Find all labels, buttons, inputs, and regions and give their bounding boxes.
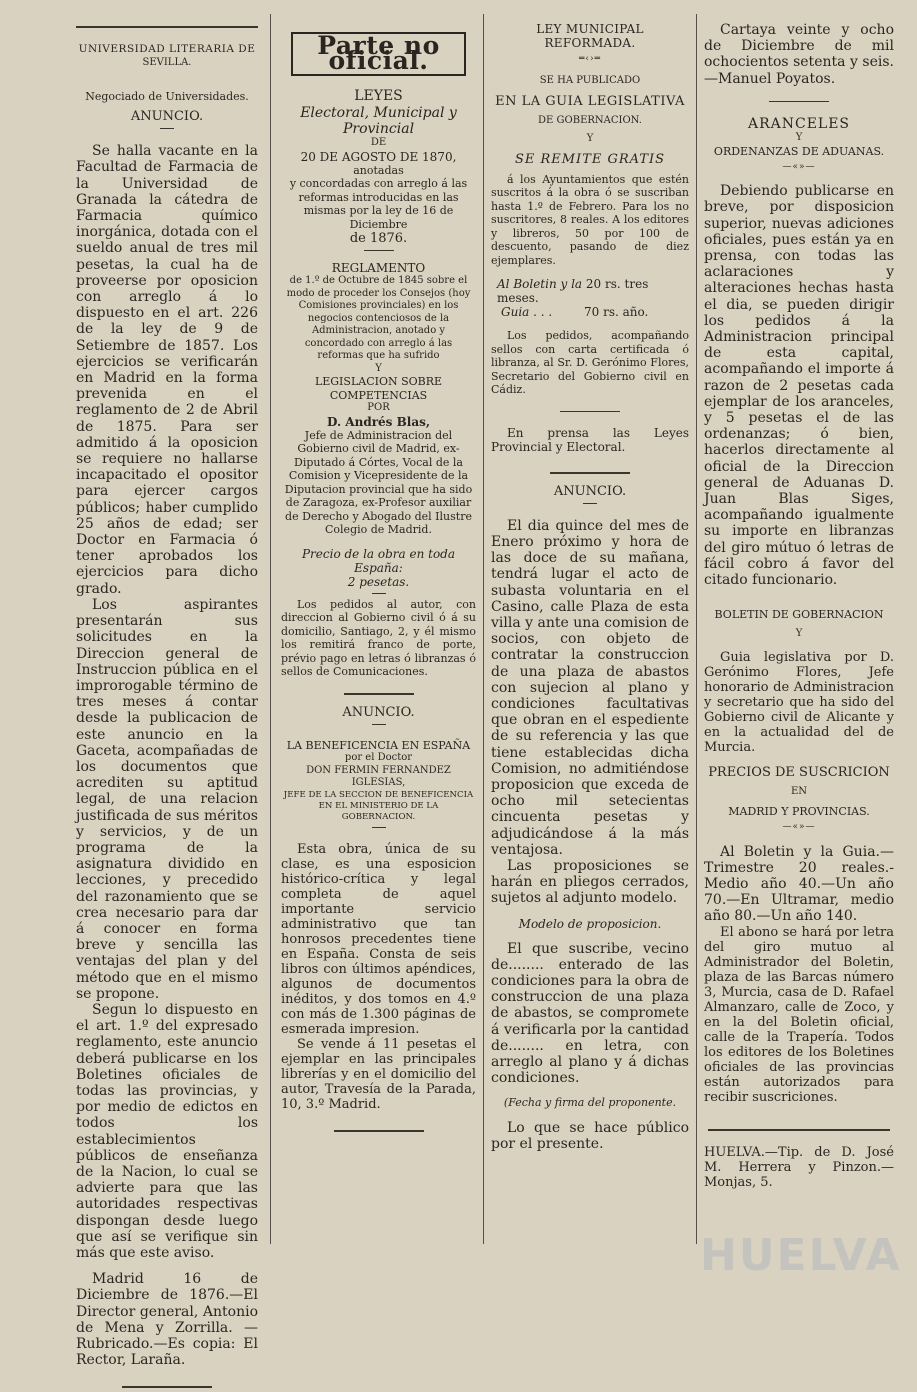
subscription-paragraph: á los Ayuntamientos que estén suscritos á la obra ó se suscriban hasta 1.º de Febrero. Para los no suscritores, 8 reales. A los editores y libreros, 50 por 100 de descuento, pasando de diez ejemplares. [491, 172, 689, 267]
divider [122, 1386, 212, 1388]
column-4 [704, 22, 894, 1190]
price-value: 2 pesetas. [347, 574, 410, 589]
doctor-title: JEFE DE LA SECCION DE BENEFICENCIA EN EL MINISTERIO DE LA GOBERNACION. [283, 789, 474, 822]
column-rule [483, 14, 484, 1244]
ordinances-heading: ORDENANZAS DE ADUANAS. [713, 144, 885, 158]
closing-paragraph: Lo que se hace público por el presente. [491, 1119, 689, 1153]
announcement-paragraph: Se halla vacante en la Facultad de Farmacia de la Universidad de Granada la cátedra de Farmacia químico inorgánica, dotada con el sueldo anual de tres mil pesetas, la cual ha de proveerse por oposicion con arreglo á lo dispuesto en el art. 226 de la ley de 9 de Setiembre de 1857. Los ejercicios se verificarán en Madrid en la forma prevenida en el reglamento de 2 de Abril de 1875. Para ser admitido á la oposicion se requiere no hallarse incapacitado el opositor para ejercer cargos públicos; haber cumplido 25 años de edad; ser Doctor en Farmacia ó tener aprobados los ejercicios para dicho grado. [76, 143, 258, 597]
book-heading: LEYES [354, 88, 403, 105]
and-label: Y [795, 132, 803, 144]
divider [583, 503, 597, 504]
section-title: Parte no oficial. [291, 32, 466, 76]
book-date: 20 DE AGOSTO DE 1870, [300, 149, 457, 164]
prices-paragraph: Al Boletin y la Guia.—Trimestre 20 reales.-Medio año 40.—Un año 70.—En Ultramar, medio año 80.—Un año 140. [704, 843, 894, 925]
regulation-text: de 1.º de Octubre de 1845 sobre el modo de proceder los Consejos (hoy Comisiones provinciales) en los negocios contenciosos de la Administracion, anotado y concordado con arreglo á las reformas que ha sufrido [286, 275, 471, 362]
watermark-logo: HUELVA [700, 1230, 902, 1281]
auction-paragraph: El dia quince del mes de Enero próximo y hora de las doce de su mañana, tendrá lugar el acto de subasta voluntaria en el Casino, calle Plaza de esta villa y ante una comision de socios, con objeto de contratar la construccion de una plaza de abastos con sujecion al plano y condiciones facultativas que obran en el espediente de su referencia y las que tiene establecidas dicha Comision, no admitiéndose proposicion que exceda de ocho mil setecientas cincuenta pesetas y adjudicándose á la más ventajosa. [491, 517, 689, 858]
and-label: Y [586, 133, 594, 145]
announcement-signature: Madrid 16 de Diciembre de 1876.—El Director general, Antonio de Mena y Zorrilla. —Rubricado.—Es copia: El Rector, Laraña. [76, 1271, 258, 1369]
guide-heading: EN LA GUIA LEGISLATIVA [495, 93, 685, 109]
divider [550, 472, 630, 474]
orders-paragraph: Los pedidos, acompañando sellos con carta certificada ó libranza, al Sr. D. Gerónimo Flores, Secretario del Gobierno civil en Cádiz. [491, 329, 689, 397]
signature-label: (Fecha y firma del proponente. [503, 1096, 677, 1110]
competencies-heading: LEGISLACION SOBRE COMPETENCIAS [314, 375, 443, 402]
announcement-paragraph: Segun lo dispuesto en el art. 1.º del expresado reglamento, este anuncio deberá publicarse en los Boletines oficiales de todas las provincias, y por medio de edictos en todos los establecimientos públicos de enseñanza de la Nacion, lo cual se advierte para que las autoridades respectivas dispongan desde luego que así se verifique sin más que este aviso. [76, 1001, 258, 1262]
book-annotated: anotadas [353, 163, 404, 177]
price-row-label: Al Boletin y la [497, 277, 583, 292]
model-heading: Modelo de proposicion. [518, 916, 662, 931]
divider [160, 128, 174, 129]
tariffs-heading: ARANCELES [747, 115, 851, 132]
department-label: Negociado de Universidades. [85, 89, 249, 103]
book-subtitle: Electoral, Municipal y Provincial [300, 104, 457, 137]
doctor-name: DON FERMIN FERNANDEZ IGLESIAS, [306, 764, 451, 789]
divider [708, 1129, 890, 1131]
university-city: SEVILLA. [142, 57, 192, 69]
signature-paragraph: Cartaya veinte y ocho de Diciembre de mil ochocientos setenta y seis.—Manuel Poyatos. [704, 22, 894, 87]
price-label: Precio de la obra en toda España: [301, 546, 456, 575]
ornament: —«»— [782, 162, 816, 173]
prices-heading: PRECIOS DE SUSCRICION [708, 765, 890, 781]
model-paragraph: El que suscribe, vecino de........ enterado de las condiciones para la obra de construccion de una plaza de abastos, se compromete á verificarla por la cantidad de........ en letra, con arreglo al plano y á dichas condiciones. [491, 940, 689, 1087]
guide-paragraph: Guia legislativa por D. Gerónimo Flores, Jefe honorario de Administracion y secretario que ha sido del Gobierno civil de Alicante y en la actualidad del de Murcia. [704, 650, 894, 756]
column-3 [491, 22, 689, 1152]
divider [76, 26, 258, 28]
author-credentials: Jefe de Administracion del Gobierno civil de Madrid, ex-Diputado á Córtes, Vocal de la Comision y Vicepresidente de la Diputacion provincial que ha sido de Zaragoza, ex-Profesor auxiliar de Derecho y Abogado del Ilustre Colegio de Madrid. [284, 428, 473, 537]
column-rule [696, 14, 697, 1244]
printer-imprint: HUELVA.—Tip. de D. José M. Herrera y Pinzon.—Monjas, 5. [704, 1144, 894, 1190]
column-2 [281, 22, 476, 1136]
announcement-paragraph: Los aspirantes presentarán sus solicitudes en la Direccion general de Instruccion pública en el improrogable término de tres meses á contar desde la publicacion de este anuncio en la Gaceta, acompañadas de los documentos que acrediten su aptitud legal, de una relacion justificada de sus méritos y servicios, y de un programa de la asignatura dividido en lecciones, y precedido del razonamiento que se crea necesario para dar á conocer en forma breve y sencilla las ventajas del plan y del método que en el mismo se propone. [76, 596, 258, 1002]
divider [334, 1130, 424, 1132]
and-label: Y [795, 627, 803, 639]
published-label: SE HA PUBLICADO [539, 75, 641, 87]
by-doctor: por el Doctor [344, 752, 413, 764]
price-row-value: 70 rs. año. [584, 305, 649, 320]
regulation-y: Y [375, 362, 382, 374]
ornament: ═‹›═ [578, 54, 602, 64]
book-concordance: y concordadas con arreglo á las reformas introducidas en las mismas por la ley de 16 de Diciembre [289, 177, 468, 231]
price-row-value: 20 rs. tres meses. [497, 277, 649, 306]
price-row-label: Guia . . . [501, 305, 553, 320]
regulation-heading: REGLAMENTO [331, 261, 426, 276]
book-de: DE [370, 137, 387, 149]
price-row [491, 277, 689, 305]
free-label: SE REMITE GRATIS [514, 151, 666, 167]
proposals-paragraph: Las proposiciones se harán en pliegos cerrados, sujetos al adjunto modelo. [491, 857, 689, 907]
university-heading: UNIVERSIDAD LITERARIA DE [78, 43, 256, 55]
column-rule [270, 14, 271, 1244]
payment-paragraph: El abono se hará por letra del giro mutuo al Administrador del Boletin, plaza de las Barcas número 3, Murcia, casa de D. Rafael Almanzaro, calle de Zoco, y en la del Boletin oficial, calle de la Trapería. Todos los editores de los Boletines oficiales de las provincias están autorizados para recibir suscriciones. [704, 924, 894, 1105]
ornament: —«»— [782, 822, 816, 833]
divider [372, 593, 386, 594]
tariffs-paragraph: Debiendo publicarse en breve, por disposicion superior, nuevas adiciones oficiales, pues están ya en prensa, con todas las aclaraciones y alteraciones hechas hasta el dia, se pueden dirigir los pedidos á la Administracion principal de esta capital, acompañando el importe á razon de 2 pesetas cada ejemplar de los aranceles, y 5 pesetas el de las ordenanzas; ó bien, hacerlos directamente al oficial de la Direccion general de Aduanas D. Juan Blas Siges, acompañando igualmente su importe en libranzas del giro mútuo ó letras de fácil cobro á favor del citado funcionario. [704, 183, 894, 589]
by-label: POR [367, 402, 390, 414]
price-row [491, 305, 689, 319]
column-1 [76, 22, 258, 1392]
author-name: D. Andrés Blas, [326, 414, 431, 429]
divider [769, 101, 829, 102]
governance-label: DE GOBERNACION. [538, 114, 642, 126]
law-heading: LEY MUNICIPAL REFORMADA. [536, 22, 644, 50]
book-sale: Se vende á 11 pesetas el ejemplar en las principales librerías y en el domicilio del autor, Travesía de la Parada, 10, 3.º Madrid. [281, 1036, 476, 1112]
charity-book-title: LA BENEFICENCIA EN ESPAÑA [286, 738, 471, 752]
announcement-heading: ANUNCIO. [342, 704, 415, 720]
divider [372, 724, 386, 725]
announcement-heading: ANUNCIO. [130, 109, 204, 125]
divider [344, 693, 414, 695]
bulletin-heading: BOLETIN DE GOBERNACION [714, 608, 884, 622]
orders-paragraph: Los pedidos al autor, con direccion al Gobierno civil ó á su domicilio, Santiago, 2, y él mismo los remitirá franco de porte, prévio pago en letras ó libranzas ó sellos de Comunicaciones. [281, 597, 476, 679]
announcement-heading: ANUNCIO. [553, 483, 627, 499]
en-label: EN [790, 786, 808, 798]
divider [372, 827, 386, 828]
divider [560, 411, 620, 412]
divider [364, 250, 394, 251]
book-year: de 1876. [349, 231, 408, 247]
regions-label: MADRID Y PROVINCIAS. [728, 804, 870, 818]
book-description: Esta obra, única de su clase, es una esposicion histórico-crítica y legal completa de aquel importante servicio administrativo que tan honrosos precedentes tiene en España. Consta de seis libros con últimos apéndices, algunos de documentos inéditos, y dos tomos en 4.º con más de 1.300 páginas de esmerada impresion. [281, 841, 476, 1037]
press-paragraph: En prensa las Leyes Provincial y Electoral. [491, 425, 689, 454]
